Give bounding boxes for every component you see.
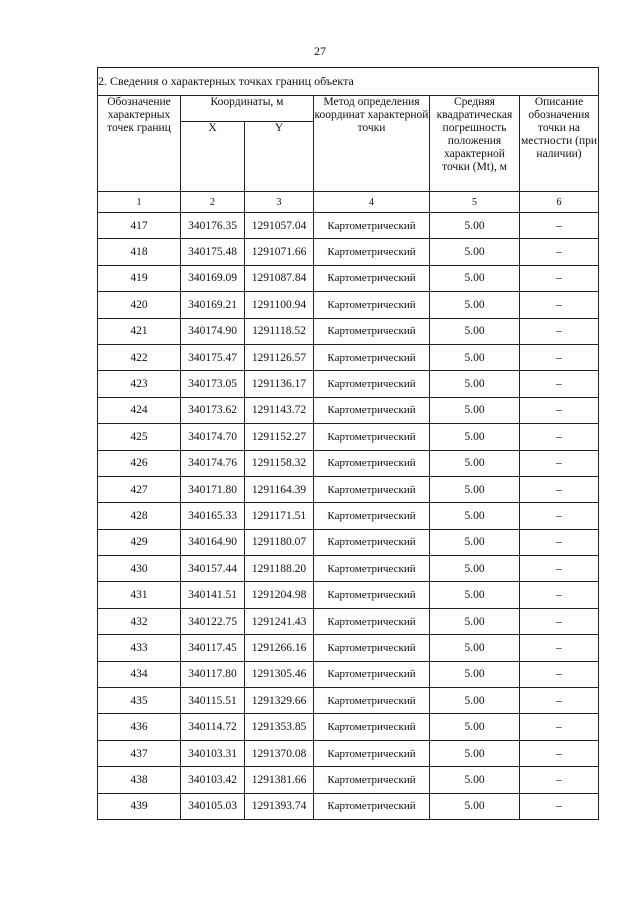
coord-y-cell: 1291381.66 [245, 767, 314, 793]
method-cell: Картометрический [314, 476, 430, 502]
method-cell: Картометрический [314, 740, 430, 766]
coord-x-cell: 340141.51 [181, 582, 245, 608]
table-row [98, 688, 599, 714]
point-id-cell: 433 [98, 635, 181, 661]
point-id-cell: 419 [98, 265, 181, 291]
coord-x-cell: 340174.76 [181, 450, 245, 476]
page-number: 27 [314, 44, 326, 58]
method-cell: Картометрический [314, 529, 430, 555]
method-cell: Картометрический [314, 688, 430, 714]
point-id-cell: 435 [98, 688, 181, 714]
point-id-cell: 425 [98, 424, 181, 450]
accuracy-value-cell: 5.00 [430, 476, 520, 502]
description-cell: – [520, 344, 599, 370]
table-row [98, 213, 599, 239]
point-id-cell: 439 [98, 793, 181, 819]
table-row [98, 397, 599, 423]
table-row [98, 556, 599, 582]
point-id-cell: 438 [98, 767, 181, 793]
coord-x-cell: 340165.33 [181, 503, 245, 529]
column-number: 3 [245, 192, 314, 213]
description-cell: – [520, 529, 599, 555]
point-id-cell: 428 [98, 503, 181, 529]
description-cell: – [520, 397, 599, 423]
description-cell: – [520, 740, 599, 766]
point-id-cell: 426 [98, 450, 181, 476]
coord-y-cell: 1291152.27 [245, 424, 314, 450]
section-title: 2. Сведения о характерных точках границ объекта [98, 68, 599, 96]
accuracy-value-cell: 5.00 [430, 397, 520, 423]
method-cell: Картометрический [314, 793, 430, 819]
table-row [98, 529, 599, 555]
description-cell: – [520, 556, 599, 582]
description-cell: – [520, 582, 599, 608]
accuracy-value-cell: 5.00 [430, 740, 520, 766]
table-row [98, 424, 599, 450]
coord-x-cell: 340114.72 [181, 714, 245, 740]
description-cell: – [520, 213, 599, 239]
method-cell: Картометрический [314, 503, 430, 529]
table-row [98, 582, 599, 608]
accuracy-value-cell: 5.00 [430, 371, 520, 397]
coord-x-cell: 340117.45 [181, 635, 245, 661]
accuracy-value-cell: 5.00 [430, 450, 520, 476]
method-cell: Картометрический [314, 556, 430, 582]
point-id-cell: 420 [98, 292, 181, 318]
description-cell: – [520, 688, 599, 714]
accuracy-value-cell: 5.00 [430, 292, 520, 318]
coord-x-cell: 340169.21 [181, 292, 245, 318]
point-id-cell: 427 [98, 476, 181, 502]
description-cell: – [520, 503, 599, 529]
point-id-cell: 421 [98, 318, 181, 344]
coord-y-cell: 1291171.51 [245, 503, 314, 529]
accuracy-value-cell: 5.00 [430, 688, 520, 714]
description-cell: – [520, 318, 599, 344]
method-cell: Картометрический [314, 239, 430, 265]
header-method: Метод определения координат характерной точки [314, 96, 430, 192]
method-cell: Картометрический [314, 767, 430, 793]
coord-y-cell: 1291204.98 [245, 582, 314, 608]
table-row [98, 344, 599, 370]
method-cell: Картометрический [314, 344, 430, 370]
method-cell: Картометрический [314, 582, 430, 608]
method-cell: Картометрический [314, 450, 430, 476]
description-cell: – [520, 714, 599, 740]
accuracy-value-cell: 5.00 [430, 556, 520, 582]
point-id-cell: 434 [98, 661, 181, 687]
description-cell: – [520, 476, 599, 502]
coord-y-cell: 1291126.57 [245, 344, 314, 370]
coord-x-cell: 340174.70 [181, 424, 245, 450]
method-cell: Картометрический [314, 318, 430, 344]
table-row [98, 318, 599, 344]
accuracy-value-cell: 5.00 [430, 318, 520, 344]
table-row [98, 265, 599, 291]
method-cell: Картометрический [314, 213, 430, 239]
header-coordinates: Координаты, м [181, 96, 314, 122]
coord-x-cell: 340174.90 [181, 318, 245, 344]
coord-x-cell: 340171.80 [181, 476, 245, 502]
method-cell: Картометрический [314, 714, 430, 740]
section-title-row [98, 68, 599, 96]
coord-x-cell: 340103.42 [181, 767, 245, 793]
accuracy-value-cell: 5.00 [430, 424, 520, 450]
description-cell: – [520, 767, 599, 793]
description-cell: – [520, 292, 599, 318]
point-id-cell: 429 [98, 529, 181, 555]
coord-x-cell: 340173.62 [181, 397, 245, 423]
table-row [98, 476, 599, 502]
header-description: Описание обозначения точки на местности (при наличии) [520, 96, 599, 192]
coord-x-cell: 340157.44 [181, 556, 245, 582]
table-row [98, 608, 599, 634]
accuracy-value-cell: 5.00 [430, 503, 520, 529]
method-cell: Картометрический [314, 292, 430, 318]
description-cell: – [520, 265, 599, 291]
coord-y-cell: 1291180.07 [245, 529, 314, 555]
point-id-cell: 417 [98, 213, 181, 239]
method-cell: Картометрический [314, 608, 430, 634]
table-row [98, 714, 599, 740]
coord-y-cell: 1291305.46 [245, 661, 314, 687]
coord-y-cell: 1291329.66 [245, 688, 314, 714]
coord-x-cell: 340176.35 [181, 213, 245, 239]
accuracy-value-cell: 5.00 [430, 714, 520, 740]
coord-y-cell: 1291118.52 [245, 318, 314, 344]
table-row [98, 767, 599, 793]
accuracy-value-cell: 5.00 [430, 582, 520, 608]
point-id-cell: 423 [98, 371, 181, 397]
method-cell: Картометрический [314, 397, 430, 423]
accuracy-value-cell: 5.00 [430, 344, 520, 370]
point-id-cell: 436 [98, 714, 181, 740]
table-row [98, 661, 599, 687]
point-id-cell: 424 [98, 397, 181, 423]
point-id-cell: 422 [98, 344, 181, 370]
point-id-cell: 430 [98, 556, 181, 582]
column-numbers-row [98, 192, 599, 213]
coord-y-cell: 1291143.72 [245, 397, 314, 423]
table-row [98, 793, 599, 819]
table-row [98, 239, 599, 265]
description-cell: – [520, 424, 599, 450]
header-row [98, 96, 599, 122]
table-row [98, 450, 599, 476]
coord-x-cell: 340164.90 [181, 529, 245, 555]
header-y: Y [245, 122, 314, 192]
column-number: 6 [520, 192, 599, 213]
description-cell: – [520, 635, 599, 661]
method-cell: Картометрический [314, 661, 430, 687]
method-cell: Картометрический [314, 371, 430, 397]
coord-x-cell: 340175.47 [181, 344, 245, 370]
column-number: 4 [314, 192, 430, 213]
boundary-points-table [97, 67, 599, 820]
coord-y-cell: 1291100.94 [245, 292, 314, 318]
header-point-designation: Обозначение характерных точек границ [98, 96, 181, 192]
coord-y-cell: 1291164.39 [245, 476, 314, 502]
header-x: X [181, 122, 245, 192]
description-cell: – [520, 608, 599, 634]
point-id-cell: 437 [98, 740, 181, 766]
coord-x-cell: 340122.75 [181, 608, 245, 634]
table-row [98, 740, 599, 766]
accuracy-value-cell: 5.00 [430, 608, 520, 634]
method-cell: Картометрический [314, 424, 430, 450]
coord-y-cell: 1291241.43 [245, 608, 314, 634]
coord-y-cell: 1291087.84 [245, 265, 314, 291]
coord-y-cell: 1291393.74 [245, 793, 314, 819]
table-row [98, 503, 599, 529]
table-row [98, 292, 599, 318]
accuracy-value-cell: 5.00 [430, 213, 520, 239]
accuracy-value-cell: 5.00 [430, 767, 520, 793]
coord-x-cell: 340115.51 [181, 688, 245, 714]
method-cell: Картометрический [314, 265, 430, 291]
accuracy-value-cell: 5.00 [430, 793, 520, 819]
coord-x-cell: 340105.03 [181, 793, 245, 819]
accuracy-value-cell: 5.00 [430, 265, 520, 291]
description-cell: – [520, 239, 599, 265]
coord-y-cell: 1291188.20 [245, 556, 314, 582]
point-id-cell: 432 [98, 608, 181, 634]
description-cell: – [520, 793, 599, 819]
coord-y-cell: 1291071.66 [245, 239, 314, 265]
description-cell: – [520, 371, 599, 397]
coord-y-cell: 1291370.08 [245, 740, 314, 766]
accuracy-value-cell: 5.00 [430, 239, 520, 265]
coord-y-cell: 1291158.32 [245, 450, 314, 476]
header-accuracy: Средняя квадратическая погрешность положения характерной точки (Mt), м [430, 96, 520, 192]
coord-y-cell: 1291353.85 [245, 714, 314, 740]
description-cell: – [520, 450, 599, 476]
accuracy-value-cell: 5.00 [430, 529, 520, 555]
accuracy-value-cell: 5.00 [430, 661, 520, 687]
column-number: 1 [98, 192, 181, 213]
coord-x-cell: 340103.31 [181, 740, 245, 766]
method-cell: Картометрический [314, 635, 430, 661]
table-row [98, 635, 599, 661]
point-id-cell: 431 [98, 582, 181, 608]
coord-x-cell: 340173.05 [181, 371, 245, 397]
accuracy-value-cell: 5.00 [430, 635, 520, 661]
table-row [98, 371, 599, 397]
coord-x-cell: 340169.09 [181, 265, 245, 291]
column-number: 2 [181, 192, 245, 213]
coord-x-cell: 340175.48 [181, 239, 245, 265]
coord-x-cell: 340117.80 [181, 661, 245, 687]
coord-y-cell: 1291057.04 [245, 213, 314, 239]
point-id-cell: 418 [98, 239, 181, 265]
coord-y-cell: 1291266.16 [245, 635, 314, 661]
description-cell: – [520, 661, 599, 687]
column-number: 5 [430, 192, 520, 213]
coord-y-cell: 1291136.17 [245, 371, 314, 397]
